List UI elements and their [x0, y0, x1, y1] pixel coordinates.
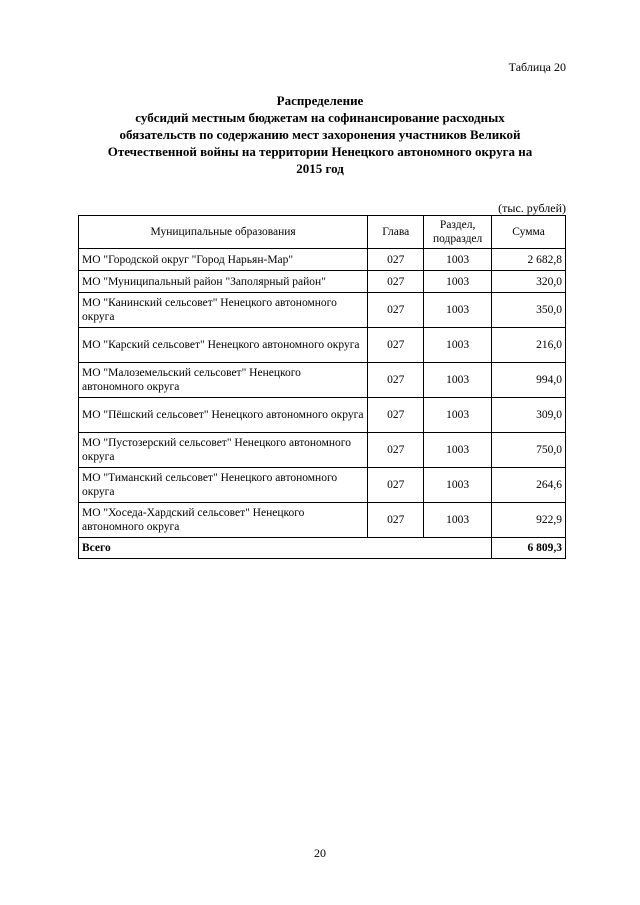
title-line: Распределение	[276, 93, 364, 108]
municipality-cell: МО "Муниципальный район "Заполярный район"	[79, 271, 368, 293]
amount-cell: 216,0	[492, 328, 566, 363]
chapter-cell: 027	[368, 468, 424, 503]
header-municipality: Муниципальные образования	[79, 216, 368, 249]
section-cell: 1003	[424, 503, 492, 538]
table-caption: Таблица 20	[508, 60, 566, 74]
municipality-cell: МО "Городской округ "Город Нарьян-Мар"	[79, 249, 368, 271]
table-row	[79, 249, 566, 271]
table-row	[79, 503, 566, 538]
chapter-cell: 027	[368, 398, 424, 433]
chapter-cell: 027	[368, 503, 424, 538]
page-number: 20	[314, 846, 326, 860]
title-line: обязательств по содержанию мест захоронения участников Великой	[119, 127, 521, 142]
section-cell: 1003	[424, 468, 492, 503]
municipality-cell: МО "Малоземельский сельсовет" Ненецкого автономного округа	[79, 363, 368, 398]
municipality-cell: МО "Карский сельсовет" Ненецкого автономного округа	[79, 328, 368, 363]
table-row	[79, 328, 566, 363]
title-line: субсидий местным бюджетам на софинансирование расходных	[135, 110, 505, 125]
chapter-cell: 027	[368, 433, 424, 468]
table-row	[79, 363, 566, 398]
chapter-cell: 027	[368, 271, 424, 293]
section-cell: 1003	[424, 433, 492, 468]
document-title	[70, 92, 570, 177]
table-row	[79, 293, 566, 328]
section-cell: 1003	[424, 271, 492, 293]
total-label: Всего	[79, 538, 492, 559]
chapter-cell: 027	[368, 328, 424, 363]
header-chapter: Глава	[368, 216, 424, 249]
section-cell: 1003	[424, 398, 492, 433]
section-cell: 1003	[424, 249, 492, 271]
section-cell: 1003	[424, 293, 492, 328]
municipality-cell: МО "Хоседа-Хардский сельсовет" Ненецкого автономного округа	[79, 503, 368, 538]
header-amount: Сумма	[492, 216, 566, 249]
title-line: Отечественной войны на территории Ненецкого автономного округа на	[107, 144, 533, 159]
table-row	[79, 271, 566, 293]
amount-cell: 320,0	[492, 271, 566, 293]
amount-cell: 309,0	[492, 398, 566, 433]
municipality-cell: МО "Пустозерский сельсовет" Ненецкого автономного округа	[79, 433, 368, 468]
municipality-cell: МО "Тиманский сельсовет" Ненецкого автономного округа	[79, 468, 368, 503]
subsidy-table	[78, 215, 566, 559]
municipality-cell: МО "Канинский сельсовет" Ненецкого автономного округа	[79, 293, 368, 328]
table-row	[79, 398, 566, 433]
title-line: 2015 год	[296, 161, 344, 176]
total-amount: 6 809,3	[492, 538, 566, 559]
amount-cell: 264,6	[492, 468, 566, 503]
total-row	[79, 538, 566, 559]
table-row	[79, 433, 566, 468]
municipality-cell: МО "Пёшский сельсовет" Ненецкого автономного округа	[79, 398, 368, 433]
amount-cell: 750,0	[492, 433, 566, 468]
header-section: Раздел, подраздел	[424, 216, 492, 249]
units-label: (тыс. рублей)	[498, 201, 566, 215]
table-header-row	[79, 216, 566, 249]
chapter-cell: 027	[368, 363, 424, 398]
section-cell: 1003	[424, 363, 492, 398]
chapter-cell: 027	[368, 293, 424, 328]
section-cell: 1003	[424, 328, 492, 363]
table-row	[79, 468, 566, 503]
amount-cell: 350,0	[492, 293, 566, 328]
chapter-cell: 027	[368, 249, 424, 271]
amount-cell: 2 682,8	[492, 249, 566, 271]
amount-cell: 922,9	[492, 503, 566, 538]
amount-cell: 994,0	[492, 363, 566, 398]
